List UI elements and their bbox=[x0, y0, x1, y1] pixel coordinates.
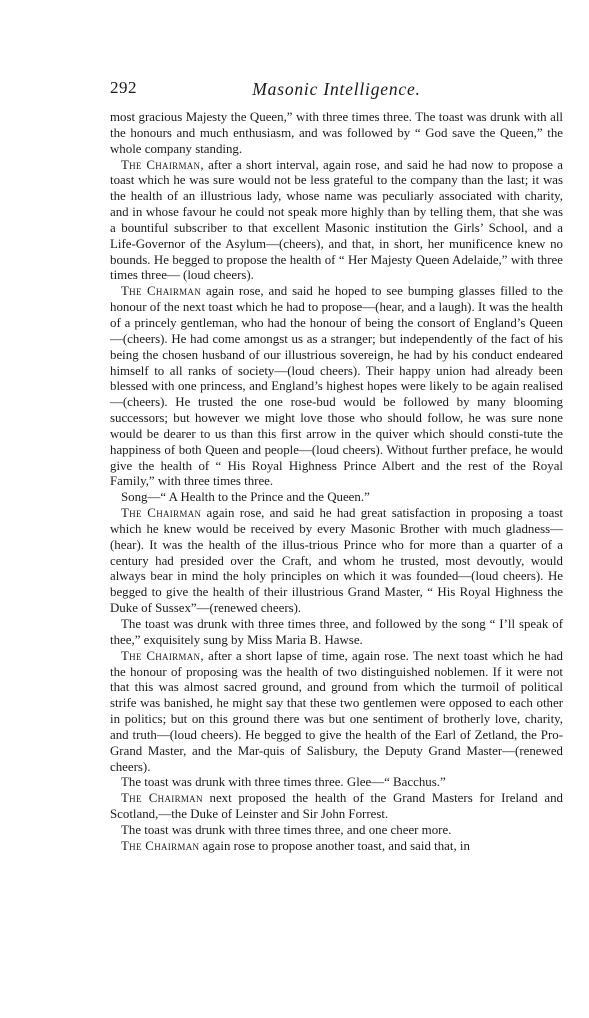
paragraph-text: The toast was drunk with three times three, and followed by the song “ I’ll speak of thee,” exquisitely sung by Miss Maria B. Hawse. bbox=[110, 617, 563, 647]
paragraph-text: after a short lapse of time, again rose. The next toast which he had the honour of proposing was the health of two distinguished noblemen. If it were not that this was almost sacred ground, and ground from which the turmoil of political strife was banished, he might say that these two gentlemen were opposed to each other in politics; but on this ground there was but one sentiment of brotherly love, charity, and truth—(loud cheers). He begged to give the health of the Earl of Zetland, the Pro-Grand Master, and the Mar-quis of Salisbury, the Deputy Grand Master—(renewed cheers). bbox=[110, 648, 563, 774]
page-header bbox=[110, 78, 563, 104]
paragraph-text: most gracious Majesty the Queen,” with three times three. The toast was drunk with all the honours and much enthusiasm, and was followed by “ God save the Queen,” the whole company standing. bbox=[110, 110, 563, 156]
paragraph-text: again rose, and said he hoped to see bumping glasses filled to the honour of the next toast which he had to propose—(hear, and a laugh). It was the health of a princely gentleman, who had the honour of being the consort of England’s Queen—(cheers). He had come amongst us as a stranger; but independently of the fact of his being the chosen husband of our illustrious sovereign, he had by his conduct endeared himself to all ranks of society—(loud cheers). Their happy union had already been blessed with one princess, and England’s highest hopes were likely to be again realised—(cheers). He trusted the one rose-bud would be followed by many blooming successors; but however we might love those who should follow, he was sure none would be dearer to us than this first arrow in the quiver which should consti-tute the happiness of both Queen and people—(loud cheers). Without further preface, he would give the health of “ His Royal Highness Prince Albert and the rest of the Royal Family,” with three times three. bbox=[110, 284, 563, 489]
paragraph-text: The toast was drunk with three times three. Glee—“ Bacchus.” bbox=[121, 775, 446, 790]
speaker-lead: The Chairman bbox=[121, 791, 203, 806]
paragraph bbox=[110, 791, 563, 823]
paragraph-text: The toast was drunk with three times three, and one cheer more. bbox=[121, 822, 452, 837]
paragraph bbox=[110, 649, 563, 776]
paragraph-text: again rose, and said he had great satisfaction in proposing a toast which he knew would be received by every Masonic Brother with much gladness—(hear). It was the health of the illus-trious Prince who for more than a quarter of a century had presided over the Craft, and whom he trusted, most devoutly, would always bear in mind the holy principles on which it was founded—(loud cheers). He begged to give the health of their illustrious Grand Master, “ His Royal Highness the Duke of Sussex”—(renewed cheers). bbox=[110, 506, 563, 616]
page-number: 292 bbox=[110, 78, 137, 97]
speaker-lead: The Chairman bbox=[121, 838, 200, 853]
paragraph-text: after a short interval, again rose, and said he had now to propose a toast which he was sure would not be less grateful to the company than the last; it was the health of an illustrious lady, whose name was peculiarly associated with charity, and in whose favour he could not speak more highly than by telling them, that she was a bountiful subscriber to that excellent Masonic institution the Girls’ School, and a Life-Governor of the Asylum—(cheers), and that, in short, her munificence knew no bounds. He begged to propose the health of “ Her Majesty Queen Adelaide,” with three times three— (loud cheers). bbox=[110, 157, 563, 283]
running-title: Masonic Intelligence. bbox=[252, 79, 421, 99]
paragraph bbox=[110, 617, 563, 649]
paragraph bbox=[110, 110, 563, 158]
article-body bbox=[110, 110, 563, 855]
speaker-lead: The Chairman bbox=[121, 284, 202, 299]
paragraph bbox=[110, 490, 563, 506]
paragraph bbox=[110, 775, 563, 791]
paragraph-text: Song—“ A Health to the Prince and the Queen.” bbox=[121, 490, 370, 505]
paragraph bbox=[110, 506, 563, 617]
paragraph bbox=[110, 284, 563, 490]
paragraph-text: next proposed the health of the Grand Masters for Ireland and Scotland,—the Duke of Leinster and Sir John Forrest. bbox=[110, 791, 563, 822]
speaker-lead: The Chairman, bbox=[121, 157, 204, 172]
paragraph-text: again rose to propose another toast, and said that, in bbox=[199, 838, 470, 853]
paragraph bbox=[110, 158, 563, 285]
speaker-lead: The Chairman bbox=[121, 506, 202, 521]
paragraph bbox=[110, 839, 563, 855]
speaker-lead: The Chairman, bbox=[121, 648, 204, 663]
paragraph bbox=[110, 823, 563, 839]
